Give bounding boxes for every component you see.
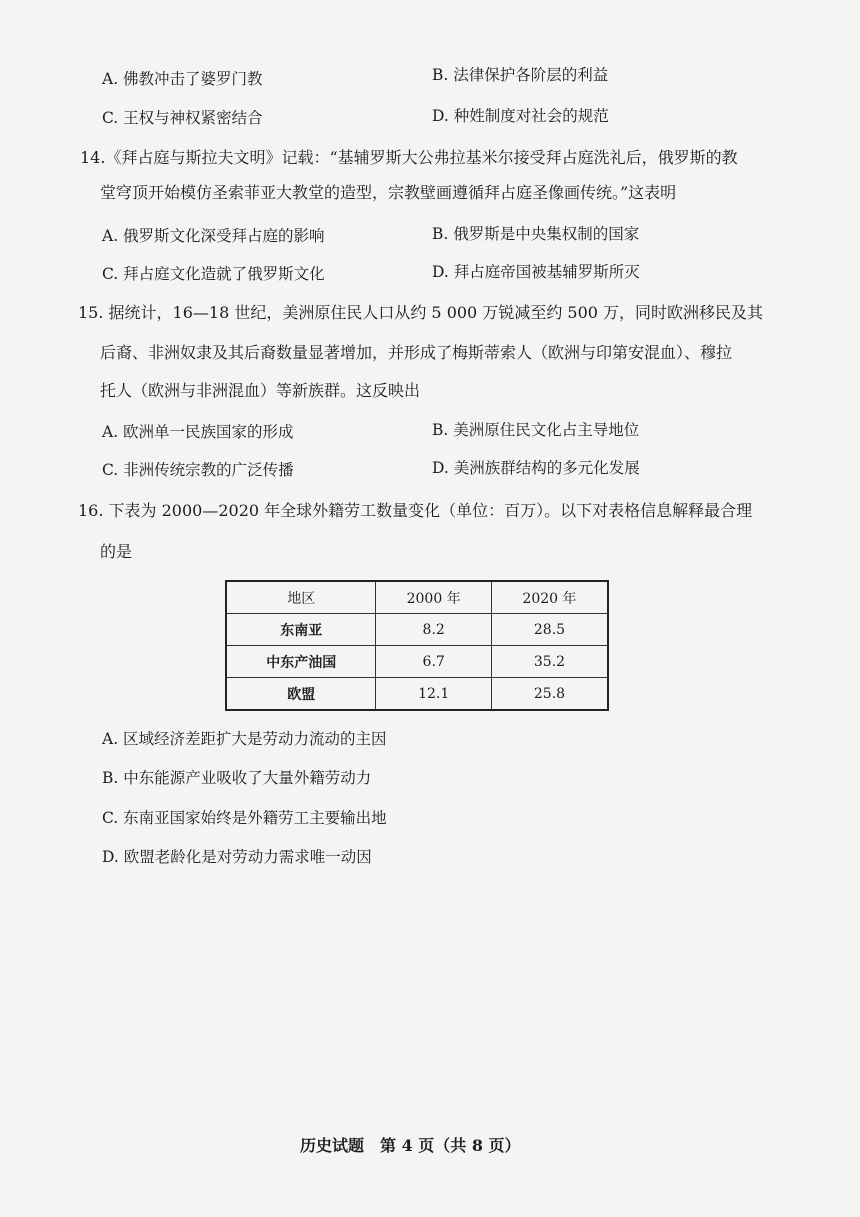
q14-option-d: D. 拜占庭帝国被基辅罗斯所灭	[432, 263, 640, 281]
q16-option-c: C. 东南亚国家始终是外籍劳工主要输出地	[102, 809, 387, 827]
page-footer: 历史试题 第 4 页（共 8 页）	[300, 1136, 521, 1155]
q15-stem-line1: 15. 据统计，16—18 世纪，美洲原住民人口从约 5 000 万锐减至约 500 万，同时欧洲移民及其	[78, 303, 764, 322]
table-cell-region: 东南亚	[226, 614, 376, 646]
table-cell-value: 25.8	[491, 678, 608, 711]
q13-option-b: B. 法律保护各阶层的利益	[432, 66, 609, 84]
q14-option-b: B. 俄罗斯是中央集权制的国家	[432, 225, 640, 243]
q13-option-a: A. 佛教冲击了婆罗门教	[102, 70, 263, 88]
q15-stem-line3: 托人（欧洲与非洲混血）等新族群。这反映出	[100, 381, 421, 400]
q16-option-b: B. 中东能源产业吸收了大量外籍劳动力	[102, 769, 372, 787]
q15-option-b: B. 美洲原住民文化占主导地位	[432, 421, 640, 439]
table-cell-value: 8.2	[376, 614, 492, 646]
q15-stem-line2: 后裔、非洲奴隶及其后裔数量显著增加，并形成了梅斯蒂索人（欧洲与印第安混血）、穆拉	[100, 343, 733, 362]
q14-stem-line2: 堂穹顶开始模仿圣索菲亚大教堂的造型，宗教壁画遵循拜占庭圣像画传统。”这表明	[100, 183, 677, 202]
table-row	[226, 678, 608, 711]
migrant-labor-table	[225, 580, 609, 711]
q15-option-a: A. 欧洲单一民族国家的形成	[102, 423, 294, 441]
table-cell-region: 中东产油国	[226, 646, 376, 678]
q14-option-c: C. 拜占庭文化造就了俄罗斯文化	[102, 265, 325, 283]
q16-option-a: A. 区域经济差距扩大是劳动力流动的主因	[102, 730, 387, 748]
q14-option-a: A. 俄罗斯文化深受拜占庭的影响	[102, 227, 325, 245]
q13-option-d: D. 种姓制度对社会的规范	[432, 107, 609, 125]
table-cell-value: 6.7	[376, 646, 492, 678]
table-row	[226, 614, 608, 646]
table-cell-value: 12.1	[376, 678, 492, 711]
table-cell-region: 欧盟	[226, 678, 376, 711]
q13-option-c: C. 王权与神权紧密结合	[102, 109, 263, 127]
table-header-row	[226, 581, 608, 614]
table-header-cell: 地区	[226, 581, 376, 614]
q14-stem-line1: 14.《拜占庭与斯拉夫文明》记载：“基辅罗斯大公弗拉基米尔接受拜占庭洗礼后，俄罗斯的教	[80, 148, 738, 167]
q16-stem-line2: 的是	[100, 542, 133, 561]
table-header-cell: 2000 年	[376, 581, 492, 614]
table-row	[226, 646, 608, 678]
table-header-cell: 2020 年	[491, 581, 608, 614]
q15-option-d: D. 美洲族群结构的多元化发展	[432, 459, 640, 477]
q15-option-c: C. 非洲传统宗教的广泛传播	[102, 461, 294, 479]
q16-stem-line1: 16. 下表为 2000—2020 年全球外籍劳工数量变化（单位：百万）。以下对表格信息解释最合理	[78, 501, 753, 520]
table-cell-value: 35.2	[491, 646, 608, 678]
table-cell-value: 28.5	[491, 614, 608, 646]
q16-option-d: D. 欧盟老龄化是对劳动力需求唯一动因	[102, 848, 372, 866]
